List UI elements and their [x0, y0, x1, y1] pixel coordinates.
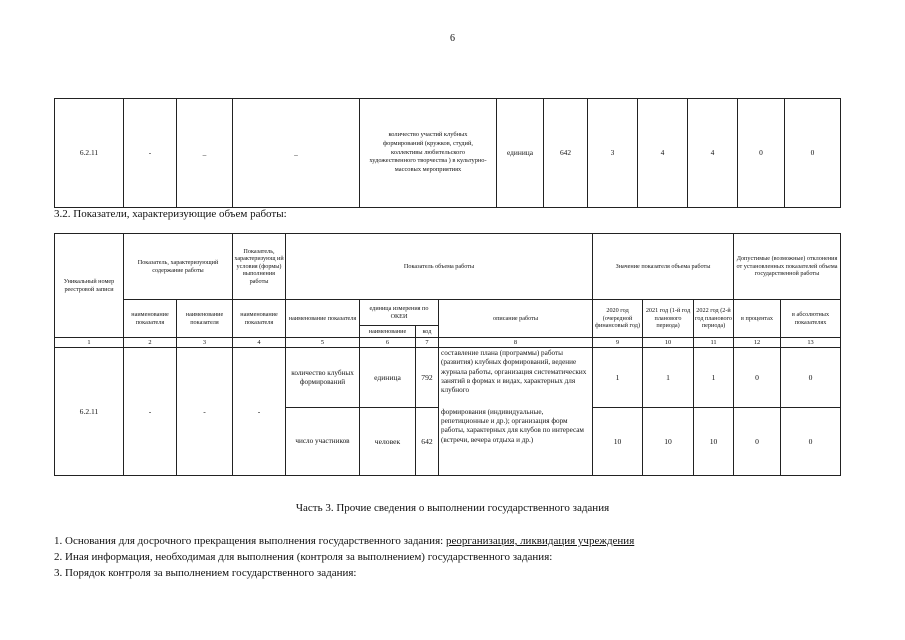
header-content-indicator: Показатель, характеризующий содержание работы	[124, 234, 233, 300]
column-number: 3	[177, 338, 233, 348]
table-row	[55, 99, 841, 208]
header-volume-value: Значение показателя объема работы	[593, 234, 734, 300]
okei-code-cell: 642	[544, 99, 588, 208]
value-2022-cell: 10	[694, 408, 734, 476]
info-line-label: 1. Основания для досрочного прекращения выполнения государственного задания:	[54, 535, 446, 547]
header-work-description: описание работы	[439, 300, 593, 338]
value-2021-cell: 10	[643, 408, 694, 476]
value-2020-cell: 10	[593, 408, 643, 476]
header-registry-number: Уникальный номер реестровой записи	[55, 234, 124, 338]
header-year-2022: 2022 год (2-й год планового периода)	[694, 300, 734, 338]
value-2021-cell: 4	[638, 99, 688, 208]
column-numbers-row	[55, 338, 841, 348]
header-year-2021: 2021 год (1-й год планового периода)	[643, 300, 694, 338]
content-indicator-cell: -	[124, 348, 177, 476]
indicator-name-line: количество участий клубных	[388, 131, 468, 139]
value-2020-cell: 3	[588, 99, 638, 208]
indicator-name-line: художественного творчества ) в культурно-	[369, 157, 487, 165]
content-indicator-cell: -	[177, 348, 233, 476]
column-number: 5	[286, 338, 360, 348]
column-number: 11	[694, 338, 734, 348]
unit-name-cell: единица	[497, 99, 544, 208]
indicator-name-cell	[360, 99, 497, 208]
quality-indicators-table-continuation	[54, 98, 841, 208]
deviation-absolute-cell: 0	[781, 348, 841, 408]
okei-code-cell: 642	[416, 408, 439, 476]
header-allowed-deviation: Допустимые (возможные) отклонения от установленных показателей объема государственной работы	[734, 234, 841, 300]
header-in-absolute: в абсолютных показателях	[781, 300, 841, 338]
deviation-percent-cell: 0	[734, 408, 781, 476]
indicator-name-line: формирований (кружков, студий,	[382, 140, 473, 148]
part3-title: Часть 3. Прочие сведения о выполнении государственного задания	[295, 502, 610, 514]
section-title: 3.2. Показатели, характеризующие объем работы:	[54, 208, 287, 220]
value-2020-cell: 1	[593, 348, 643, 408]
indicator-name-cell: число участников	[286, 408, 360, 476]
content-indicator-cell: -	[124, 99, 177, 208]
value-2022-cell: 1	[694, 348, 734, 408]
work-description-cell: формирования (индивидуальные, репетиционные и др.); организация форм работы, характерных для клубов по интересам (встречи, вечера отдыха и др.)	[439, 408, 593, 476]
header-okei-code: код	[416, 326, 439, 338]
header-okei-unit: единица измерения по ОКЕИ	[360, 300, 439, 326]
column-number: 6	[360, 338, 416, 348]
header-indicator-name: наименование показателя	[233, 300, 286, 338]
header-condition-indicator: Показатель, характеризующ ий условия (формы) выполнения работы	[233, 234, 286, 300]
table-header-row	[55, 234, 841, 300]
deviation-absolute-cell: 0	[781, 408, 841, 476]
value-2021-cell: 1	[643, 348, 694, 408]
value-2022-cell: 4	[688, 99, 738, 208]
column-number: 12	[734, 338, 781, 348]
header-okei-name: наименование	[360, 326, 416, 338]
column-number: 7	[416, 338, 439, 348]
table-header-row	[55, 300, 841, 326]
condition-indicator-cell: -	[233, 348, 286, 476]
column-number: 13	[781, 338, 841, 348]
header-indicator-name: наименование показателя	[286, 300, 360, 338]
header-in-percent: в процентах	[734, 300, 781, 338]
unit-name-cell: единица	[360, 348, 416, 408]
registry-code-cell: 6.2.11	[55, 348, 124, 476]
indicator-name-cell: количество клубных формирований	[286, 348, 360, 408]
column-number: 4	[233, 338, 286, 348]
info-line-other-information: 2. Иная информация, необходимая для выполнения (контроля за выполнением) государственного задания:	[54, 551, 553, 563]
column-number: 1	[55, 338, 124, 348]
header-indicator-name: наименование показателя	[177, 300, 233, 338]
volume-indicators-table	[54, 233, 841, 476]
header-indicator-name: наименование показателя	[124, 300, 177, 338]
okei-code-cell: 792	[416, 348, 439, 408]
condition-indicator-cell: _	[233, 99, 360, 208]
indicator-name-line: массовых мероприятиях	[394, 165, 462, 173]
table-row	[55, 348, 841, 408]
work-description-cell: составление плана (программы) работы (развития) клубных формирований, ведение журнала работы, организация систематических занятий в формах и видах, характерных для клубного	[439, 348, 593, 408]
termination-grounds-value: реорганизация, ликвидация учреждения	[445, 535, 635, 547]
content-indicator-cell: _	[177, 99, 233, 208]
page-number: 6	[450, 33, 455, 44]
info-line-control-procedure: 3. Порядок контроля за выполнением государственного задания:	[54, 567, 357, 579]
column-number: 8	[439, 338, 593, 348]
column-number: 10	[643, 338, 694, 348]
indicator-name-line: коллективы любительского	[390, 148, 466, 156]
column-number: 2	[124, 338, 177, 348]
header-year-2020: 2020 год (очередной финансовый год)	[593, 300, 643, 338]
deviation-percent-cell: 0	[734, 348, 781, 408]
registry-code-cell: 6.2.11	[55, 99, 124, 208]
header-volume-indicator: Показатель объема работы	[286, 234, 593, 300]
info-line-early-termination	[54, 535, 634, 547]
deviation-percent-cell: 0	[738, 99, 785, 208]
unit-name-cell: человек	[360, 408, 416, 476]
deviation-absolute-cell: 0	[785, 99, 841, 208]
column-number: 9	[593, 338, 643, 348]
